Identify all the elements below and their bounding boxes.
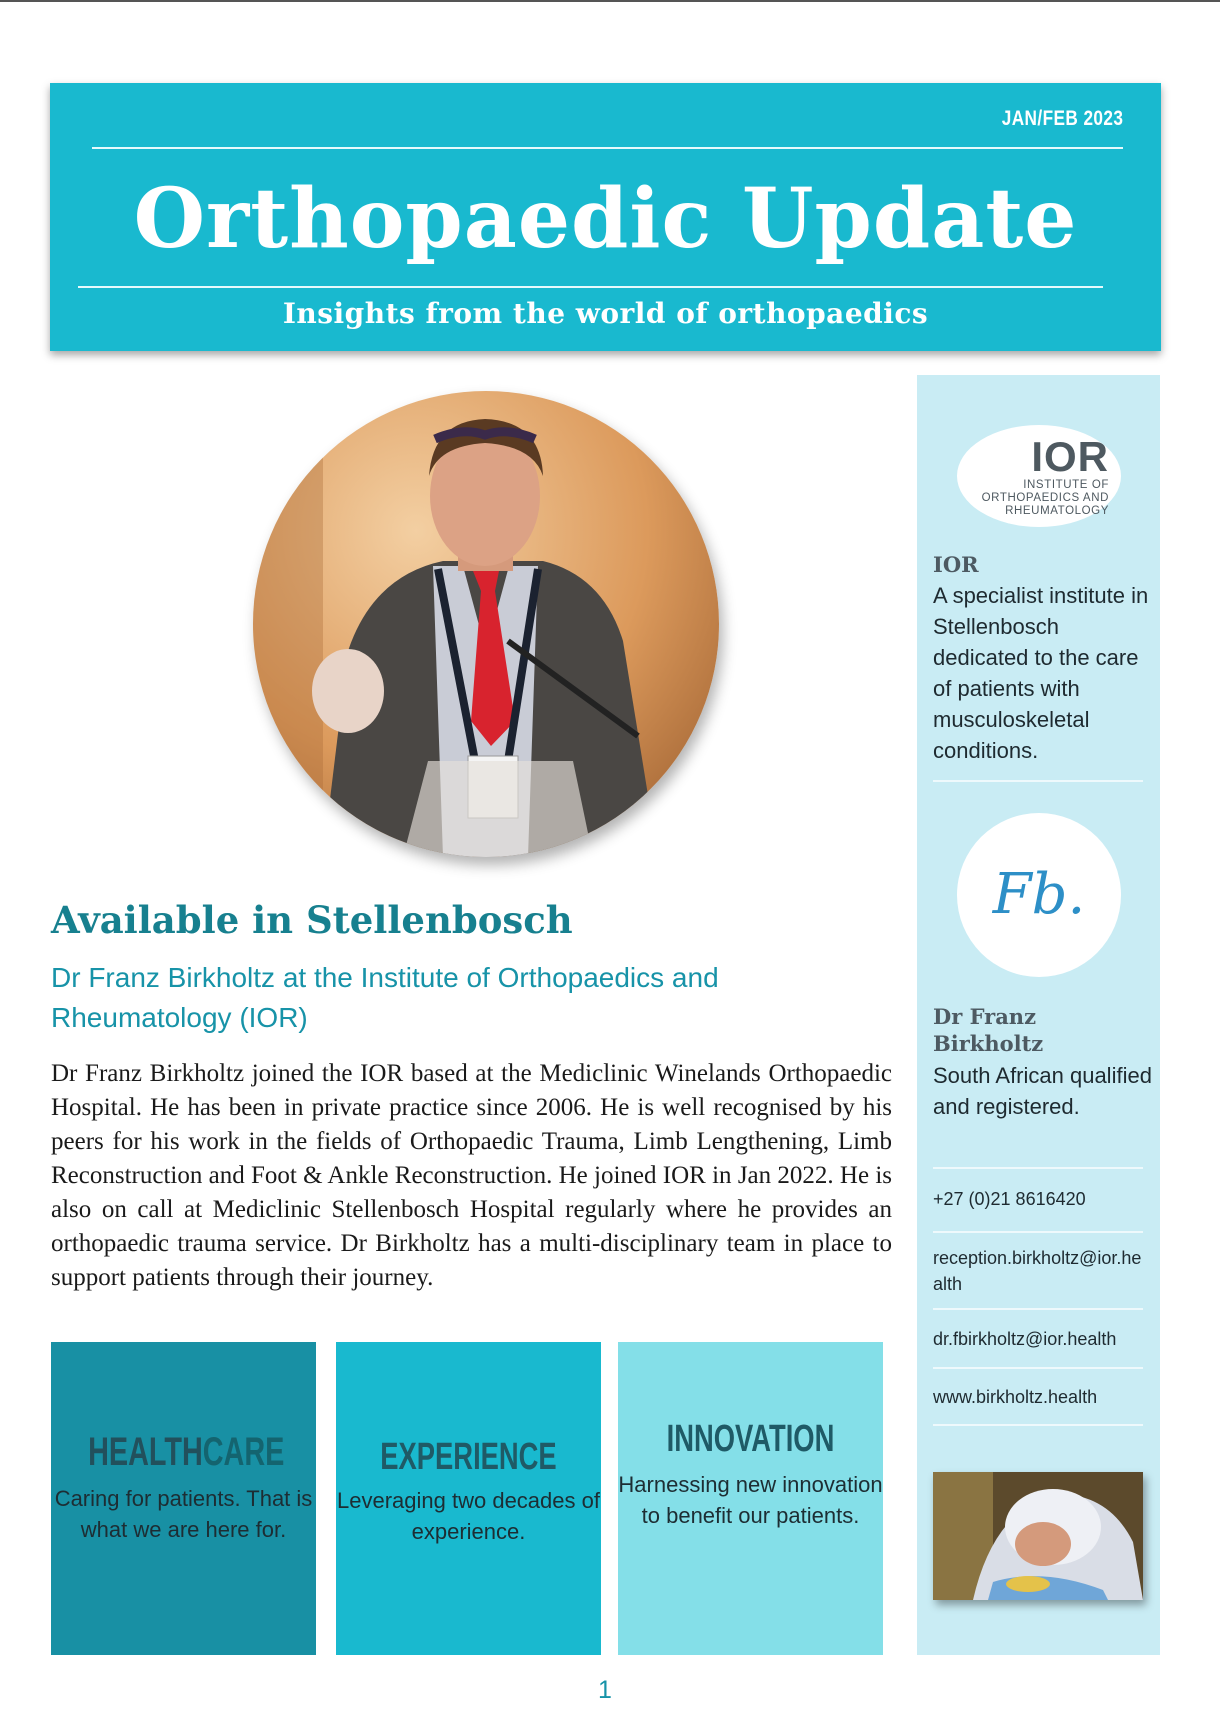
feature-title-innovation: INNOVATION — [666, 1418, 835, 1460]
ior-logo-text: INSTITUTE OF ORTHOPAEDICS AND RHEUMATOLOGY — [981, 479, 1109, 517]
contact-website[interactable]: www.birkholtz.health — [933, 1387, 1098, 1407]
signature-badge — [957, 813, 1121, 977]
portrait-illustration — [253, 391, 719, 857]
sidebar-divider — [933, 1367, 1143, 1369]
newsletter-subtitle: Insights from the world of orthopaedics — [282, 297, 929, 330]
feature-text-experience: Leveraging two decades of experience. — [337, 1488, 600, 1544]
feature-text-innovation: Harnessing new innovation to benefit our patients. — [618, 1472, 883, 1528]
article-body: Dr Franz Birkholtz joined the IOR based at the Mediclinic Winelands Orthopaedic Hospital. He has been in private practice since 2006. He is well recognised by his peers for his work in the fields of Orthopaedic Trauma, Limb Lengthening, Limb Reconstruction and Foot & Ankle Reconstruction. He joined IOR in Jan 2022. He is also on call at Mediclinic Stellenbosch Hospital regularly where he provides an orthopaedic trauma service. Dr Birkholtz has a multi-disciplinary team in place to support patients through their journey. — [51, 1060, 892, 1291]
doctor-portrait-photo — [253, 391, 719, 857]
contact-email-reception[interactable]: reception.birkholtz@ior.health — [933, 1248, 1142, 1294]
surgeon-illustration — [933, 1472, 1143, 1600]
contact-phone[interactable]: +27 (0)21 8616420 — [933, 1189, 1086, 1209]
feature-title-healthcare — [88, 1430, 285, 1475]
doctor-description: South African qualified and registered. — [933, 1063, 1152, 1119]
sidebar-divider — [933, 1424, 1143, 1426]
page-number: 1 — [598, 1676, 612, 1704]
sidebar-divider — [933, 1308, 1143, 1310]
sidebar-divider — [933, 780, 1143, 782]
signature-icon — [957, 813, 1121, 977]
feature-box-innovation — [618, 1342, 883, 1655]
ior-logo — [957, 425, 1121, 527]
article-headline: Available in Stellenbosch — [51, 898, 573, 942]
issue-date: JAN/FEB 2023 — [1001, 107, 1123, 130]
org-description: A specialist institute in Stellenbosch dedicated to the care of patients with musculoskeletal conditions. — [933, 583, 1149, 763]
org-name: IOR — [933, 552, 979, 577]
feature-box-experience — [336, 1342, 601, 1655]
sidebar — [917, 375, 1160, 1655]
newsletter-title: Orthopaedic Update — [133, 171, 1078, 267]
surgeon-photo — [933, 1472, 1143, 1600]
masthead — [50, 83, 1161, 351]
feature-box-healthcare — [51, 1342, 316, 1655]
feature-title-experience: EXPERIENCE — [380, 1436, 557, 1478]
sidebar-divider — [933, 1231, 1143, 1233]
ior-logo-mark: IOR — [1031, 433, 1109, 480]
feature-title-health: HEALTH — [88, 1430, 203, 1474]
contact-email-doctor[interactable]: dr.fbirkholtz@ior.health — [933, 1329, 1117, 1349]
masthead-rule-top — [92, 147, 1123, 149]
sidebar-divider — [933, 1167, 1143, 1169]
feature-title-care: CARE — [202, 1430, 285, 1474]
top-border-line — [0, 0, 1220, 2]
svg-text:Fb.: Fb. — [992, 862, 1086, 927]
doctor-name: Dr Franz Birkholtz — [933, 1004, 1044, 1056]
feature-text-healthcare: Caring for patients. That is what we are here for. — [54, 1486, 313, 1542]
masthead-rule-bottom — [78, 286, 1103, 288]
article-subheadline: Dr Franz Birkholtz at the Institute of Orthopaedics and Rheumatology (IOR) — [51, 962, 719, 1033]
